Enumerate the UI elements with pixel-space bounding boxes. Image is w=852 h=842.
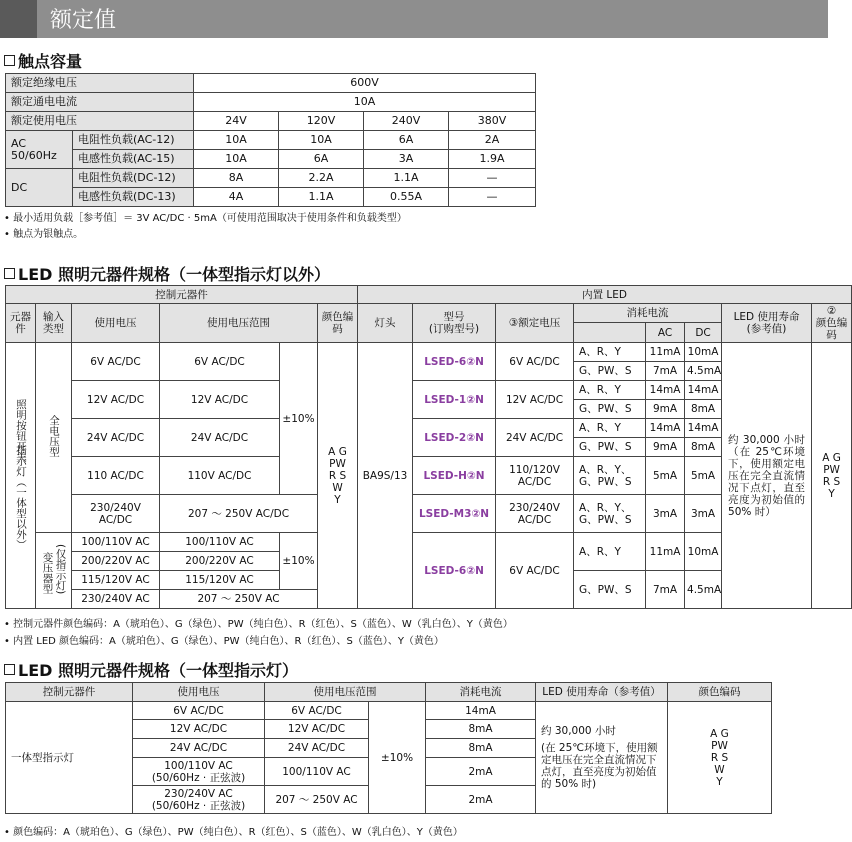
table-cell: 230/240V AC (50/60Hz · 正弦波): [133, 786, 265, 814]
table-cell: 3mA: [646, 495, 685, 533]
note-text: • 控制元器件颜色编码：A（琥珀色）、G（绿色）、PW（纯白色）、R（红色）、S（蓝色）、W（乳白色）、Y（黄色）: [4, 619, 513, 630]
table-cell: 9mA: [646, 400, 685, 419]
table-cell: 380V: [449, 112, 536, 131]
table-row: [6, 150, 536, 169]
table-row: [6, 304, 852, 323]
note-text: • 内置 LED 颜色编码：A（琥珀色）、G（绿色）、PW（纯白色）、R（红色）、S（蓝色）、Y（黄色）: [4, 636, 444, 647]
square-bullet-icon: [4, 55, 15, 66]
table-header: 使用电压: [133, 683, 265, 702]
table-cell: 207 ～ 250V AC/DC: [160, 495, 318, 533]
table-cell: A、R、Y: [574, 381, 646, 400]
table-cell: 电阻性负载(AC-12): [73, 131, 194, 150]
table-header: 灯头: [358, 304, 413, 343]
table-cell: 3mA: [685, 495, 722, 533]
table-header: 使用电压范围: [160, 304, 318, 343]
table-cell: 2A: [449, 131, 536, 150]
table-row: [6, 93, 536, 112]
table-cell: A、R、Y: [574, 419, 646, 438]
table-cell: G、PW、S: [574, 362, 646, 381]
table-cell: 100/110V AC: [265, 758, 369, 786]
table-cell: 4.5mA: [685, 571, 722, 609]
table-cell: 10A: [194, 131, 279, 150]
table-cell: G、PW、S: [574, 400, 646, 419]
table-cell: 6V AC/DC: [265, 702, 369, 720]
table-cell: 4A: [194, 188, 279, 207]
table-cell: 0.55A: [364, 188, 449, 207]
table-cell: 10mA: [685, 343, 722, 362]
square-bullet-icon: [4, 664, 15, 675]
table-cell: 11mA: [646, 343, 685, 362]
table-cell: 8mA: [685, 438, 722, 457]
table-cell: 24V AC/DC: [72, 419, 160, 457]
table-cell: A、R、Y、G、PW、S: [574, 457, 646, 495]
table-cell: 230/240V AC: [72, 590, 160, 609]
table-cell: A G PW R S W Y: [318, 343, 358, 609]
section-heading-integrated: LED 照明元器件规格（一体型指示灯）: [4, 658, 298, 681]
table-cell: 约 30,000 小时（在 25℃环境下，使用额定电压在完全直流情况下点灯，直至亮度为初始值的 50% 时）: [722, 343, 812, 609]
table-cell: 14mA: [685, 381, 722, 400]
table-cell: 5mA: [646, 457, 685, 495]
table-cell: 600V: [194, 74, 536, 93]
table-cell: 115/120V AC: [72, 571, 160, 590]
table-cell: 额定通电电流: [6, 93, 194, 112]
table-header: DC: [685, 323, 722, 343]
table-cell: 6V AC/DC: [496, 343, 574, 381]
table-row: [6, 131, 536, 150]
table-cell: 7mA: [646, 362, 685, 381]
table-cell: 11mA: [646, 533, 685, 571]
table-cell: 8A: [194, 169, 279, 188]
table-cell: 1.9A: [449, 150, 536, 169]
table-cell: BA9S/13: [358, 343, 413, 609]
table-cell: 24V AC/DC: [160, 419, 280, 457]
table-cell: 3A: [364, 150, 449, 169]
table-row: [6, 74, 536, 93]
table-cell: ±10%: [369, 702, 426, 814]
model-number: LSED-6②N: [413, 533, 496, 609]
table-cell: 12V AC/DC: [265, 720, 369, 739]
table-cell: ±10%: [280, 533, 318, 590]
banner-block: [0, 0, 37, 38]
table-cell: 100/110V AC (50/60Hz · 正弦波): [133, 758, 265, 786]
table-cell: 115/120V AC: [160, 571, 280, 590]
table-cell: A、R、Y: [574, 533, 646, 571]
table-cell: 电阻性负载(DC-12): [73, 169, 194, 188]
table-cell: 5mA: [685, 457, 722, 495]
table-cell: 变压器型(仅指示灯): [36, 533, 72, 609]
table-cell: 110V AC/DC: [160, 457, 280, 495]
table-cell: —: [449, 169, 536, 188]
table-header: ② 颜色编码: [812, 304, 852, 343]
section-heading-contact: 触点容量: [4, 49, 82, 72]
table-header: [574, 323, 646, 343]
table-cell: 110/120V AC/DC: [496, 457, 574, 495]
led-spec-table: [5, 285, 852, 609]
model-number: LSED-2②N: [413, 419, 496, 457]
table-cell: 24V AC/DC: [496, 419, 574, 457]
table-cell: 6V AC/DC: [496, 533, 574, 609]
section-heading-led: LED 照明元器件规格（一体型指示灯以外）: [4, 262, 330, 285]
table-row: [6, 169, 536, 188]
table-cell: 110 AC/DC: [72, 457, 160, 495]
table-row: [6, 702, 772, 720]
table-cell: 2mA: [426, 786, 536, 814]
table-header: 消耗电流: [574, 304, 722, 323]
table-cell: DC: [6, 169, 73, 207]
table-header: 使用电压: [72, 304, 160, 343]
table-cell: 10mA: [685, 533, 722, 571]
integrated-indicator-table: [5, 682, 772, 814]
table-cell: 12V AC/DC: [72, 381, 160, 419]
table-cell: 14mA: [646, 419, 685, 438]
table-cell: —: [449, 188, 536, 207]
table-cell: 2mA: [426, 758, 536, 786]
table-cell: 10A: [194, 93, 536, 112]
square-bullet-icon: [4, 268, 15, 279]
table-cell: 额定绝缘电压: [6, 74, 194, 93]
table-cell: 6V AC/DC: [133, 702, 265, 720]
table-cell: 照明按钮开关指示灯（一体型以外）: [6, 343, 36, 609]
table-cell: 电感性负载(AC-15): [73, 150, 194, 169]
table-row: [6, 683, 772, 702]
table-cell: 额定使用电压: [6, 112, 194, 131]
table-cell: AC 50/60Hz: [6, 131, 73, 169]
table-row: [6, 188, 536, 207]
title-banner: [0, 0, 828, 38]
table-cell: 12V AC/DC: [133, 720, 265, 739]
table-cell: 100/110V AC: [72, 533, 160, 552]
table-cell: 230/240V AC/DC: [72, 495, 160, 533]
table-cell: 14mA: [685, 419, 722, 438]
model-number: LSED-6②N: [413, 343, 496, 381]
contact-capacity-table: [5, 73, 536, 207]
note-text: • 触点为银触点。: [4, 229, 84, 240]
table-header: 内置 LED: [358, 286, 852, 304]
table-cell: 12V AC/DC: [160, 381, 280, 419]
table-row: [6, 112, 536, 131]
table-header: 元器件: [6, 304, 36, 343]
table-cell: 12V AC/DC: [496, 381, 574, 419]
page-title: 额定值: [50, 8, 117, 33]
table-header: 型号 (订购型号): [413, 304, 496, 343]
table-cell: 200/220V AC: [72, 552, 160, 571]
table-header: 控制元器件: [6, 286, 358, 304]
table-cell: 10A: [194, 150, 279, 169]
table-cell: 7mA: [646, 571, 685, 609]
table-cell: 全电压型: [36, 343, 72, 533]
table-cell: G、PW、S: [574, 438, 646, 457]
table-cell: 200/220V AC: [160, 552, 280, 571]
table-cell: 6A: [364, 131, 449, 150]
table-cell: A G PW R S Y: [812, 343, 852, 609]
table-cell: A、R、Y、G、PW、S: [574, 495, 646, 533]
table-cell: 240V: [364, 112, 449, 131]
model-number: LSED-H②N: [413, 457, 496, 495]
table-cell: A G PW R S W Y: [668, 702, 772, 814]
table-cell: 10A: [279, 131, 364, 150]
table-header: 使用电压范围: [265, 683, 426, 702]
model-number: LSED-1②N: [413, 381, 496, 419]
table-cell: 100/110V AC: [160, 533, 280, 552]
table-cell: 8mA: [685, 400, 722, 419]
table-header: 消耗电流: [426, 683, 536, 702]
table-header: 颜色编码: [668, 683, 772, 702]
table-cell: 1.1A: [279, 188, 364, 207]
table-cell: 230/240V AC/DC: [496, 495, 574, 533]
table-header: AC: [646, 323, 685, 343]
table-cell: 约 30,000 小时 (在 25℃环境下，使用额定电压在完全直流情况下点灯，直至亮度为初始值的 50% 时): [536, 702, 668, 814]
table-cell: ±10%: [280, 343, 318, 495]
table-cell: 6A: [279, 150, 364, 169]
table-cell: 一体型指示灯: [6, 702, 133, 814]
table-cell: 1.1A: [364, 169, 449, 188]
table-header: 输入类型: [36, 304, 72, 343]
table-cell: 24V: [194, 112, 279, 131]
table-cell: 14mA: [646, 381, 685, 400]
table-cell: 电感性负载(DC-13): [73, 188, 194, 207]
table-cell: 6V AC/DC: [72, 343, 160, 381]
model-number: LSED-M3②N: [413, 495, 496, 533]
table-row: [6, 286, 852, 304]
table-cell: 9mA: [646, 438, 685, 457]
table-header: LED 使用寿命 (参考值): [722, 304, 812, 343]
table-header: 控制元器件: [6, 683, 133, 702]
table-cell: 8mA: [426, 739, 536, 758]
table-header: LED 使用寿命（参考值）: [536, 683, 668, 702]
table-cell: 24V AC/DC: [133, 739, 265, 758]
table-cell: 6V AC/DC: [160, 343, 280, 381]
table-cell: 120V: [279, 112, 364, 131]
table-cell: 2.2A: [279, 169, 364, 188]
table-header: ③额定电压: [496, 304, 574, 343]
table-cell: 14mA: [426, 702, 536, 720]
table-cell: 207 ～ 250V AC: [265, 786, 369, 814]
table-cell: A、R、Y: [574, 343, 646, 362]
note-text: • 颜色编码：A（琥珀色）、G（绿色）、PW（纯白色）、R（红色）、S（蓝色）、W（乳白色）、Y（黄色）: [4, 827, 463, 838]
note-text: • 最小适用负载［参考值］＝ 3V AC/DC · 5mA（可使用范围取决于使用条件和负载类型）: [4, 213, 407, 224]
table-cell: 4.5mA: [685, 362, 722, 381]
table-cell: 8mA: [426, 720, 536, 739]
table-cell: G、PW、S: [574, 571, 646, 609]
table-row: [6, 343, 852, 362]
table-cell: 24V AC/DC: [265, 739, 369, 758]
table-header: 颜色编码: [318, 304, 358, 343]
table-cell: 207 ～ 250V AC: [160, 590, 318, 609]
